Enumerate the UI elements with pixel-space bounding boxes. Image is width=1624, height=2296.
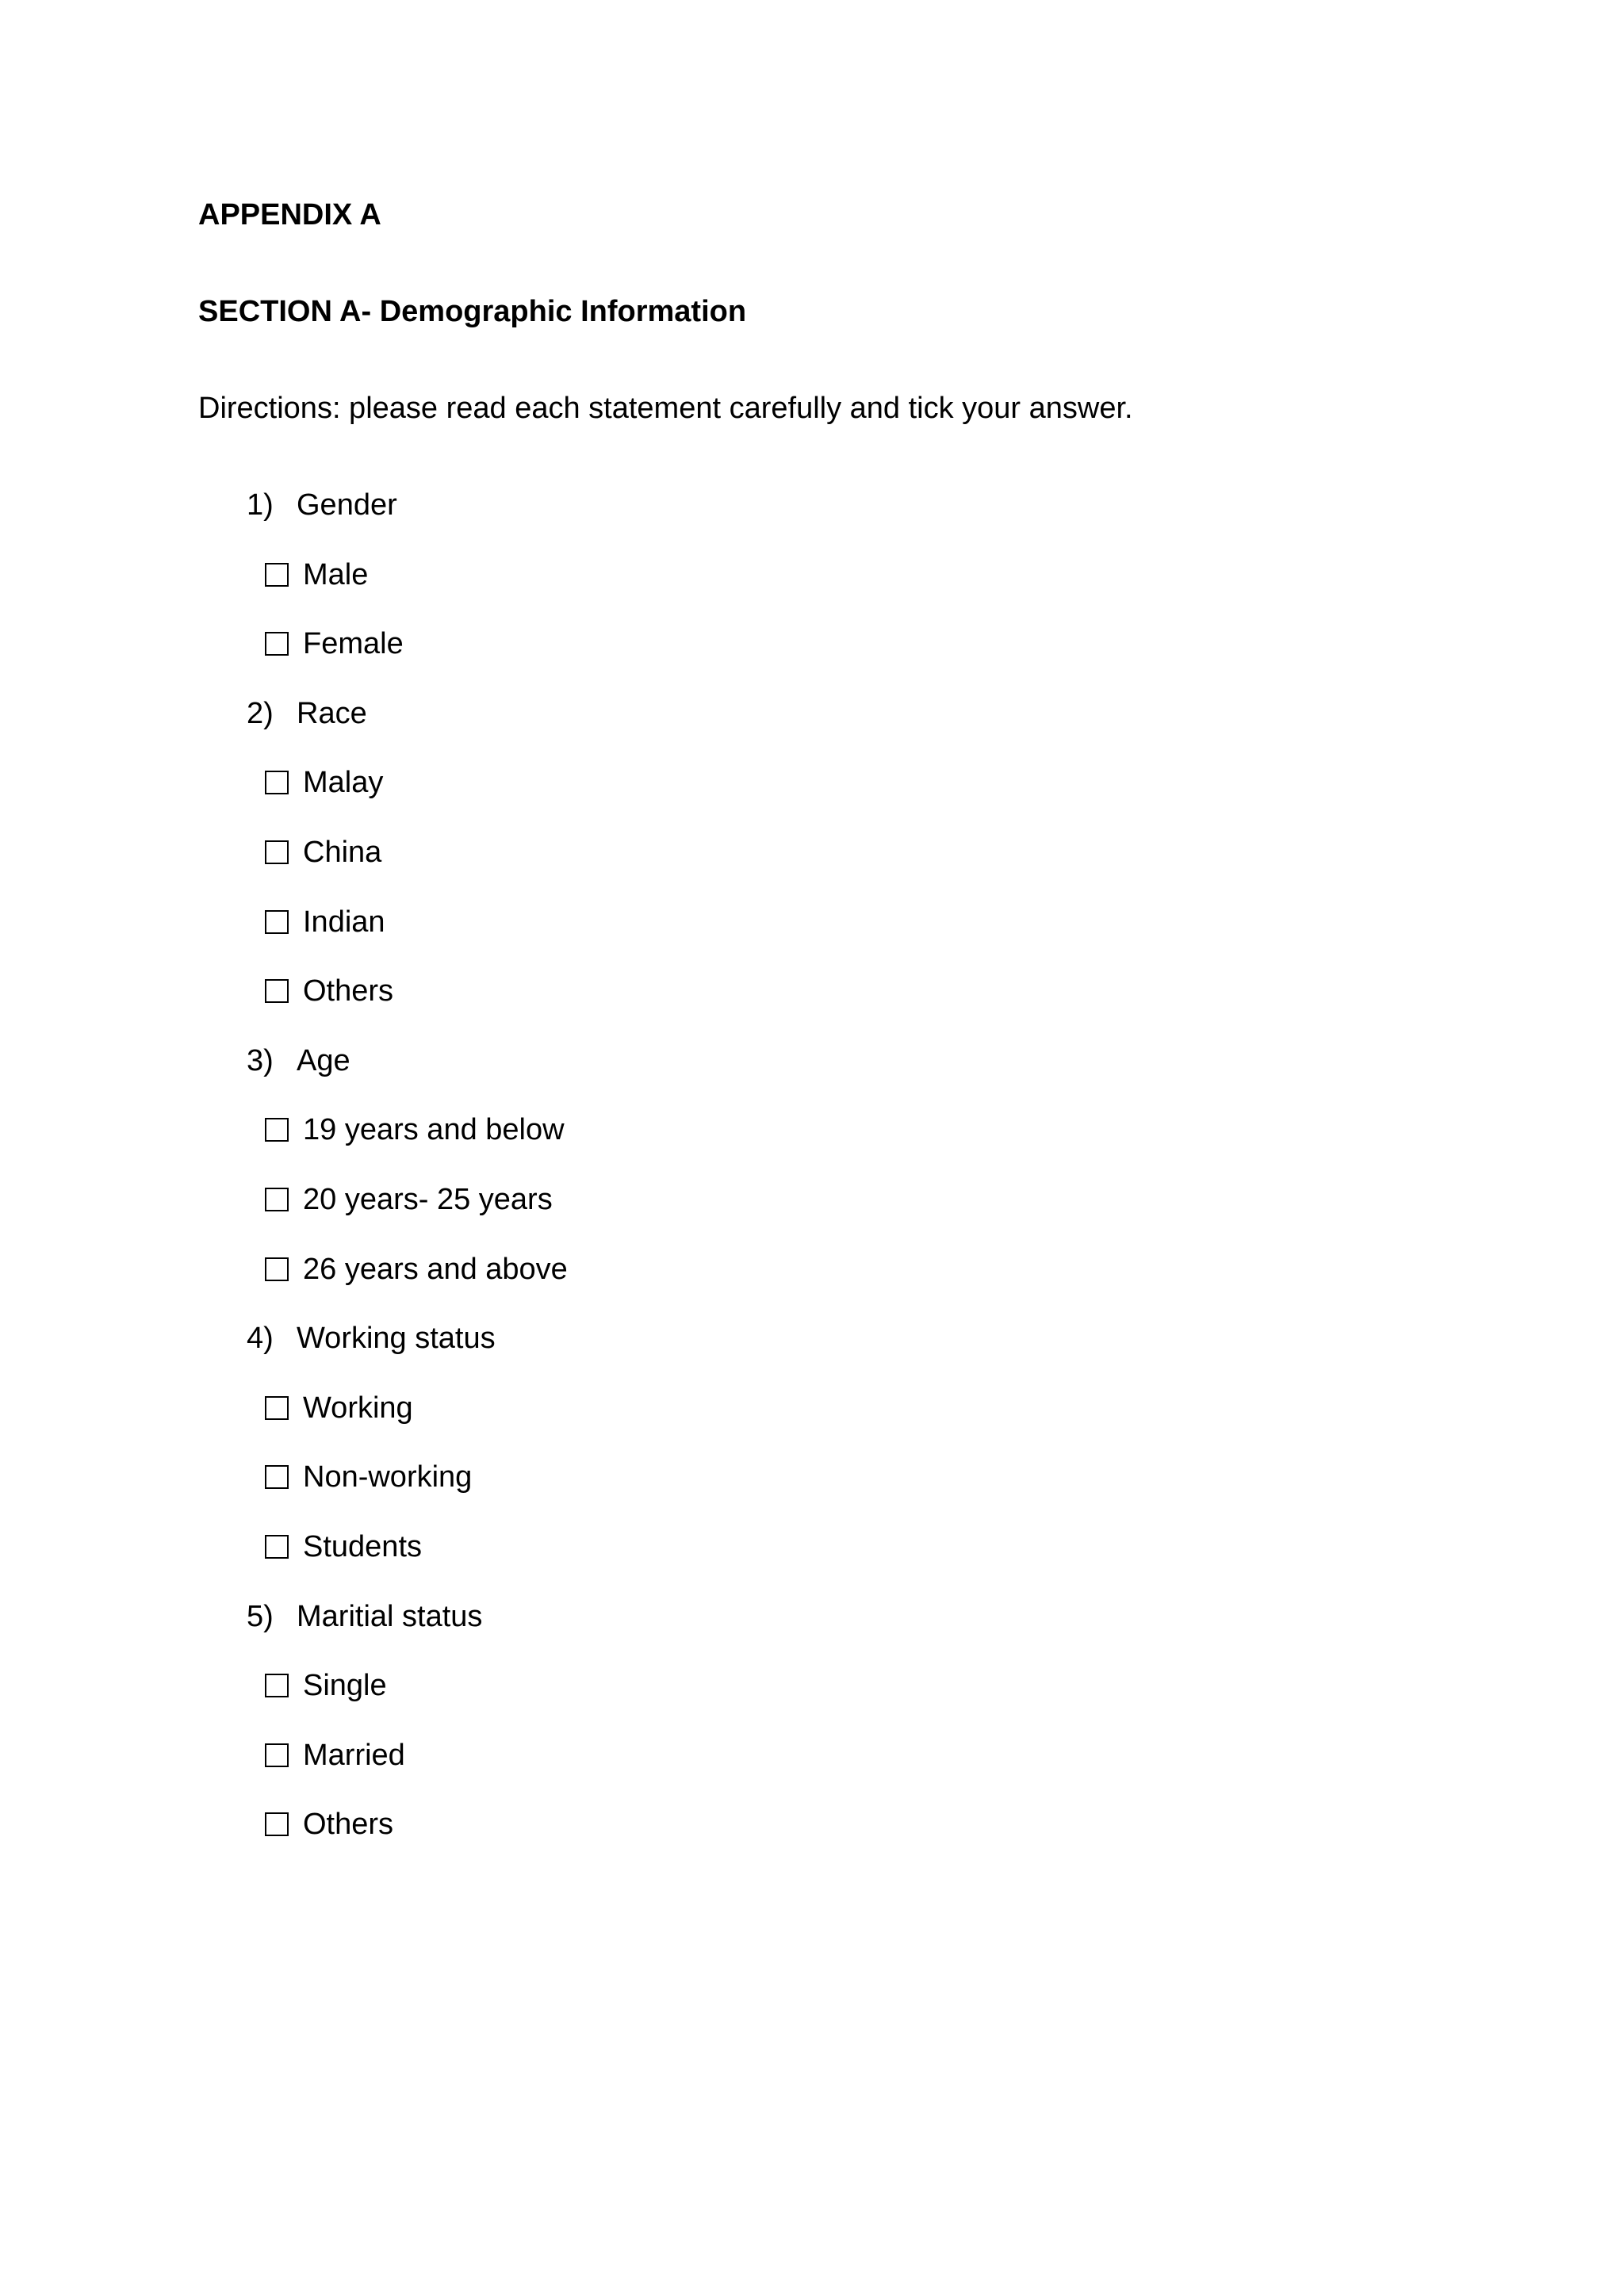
option-label: Malay <box>303 766 384 799</box>
section-title: SECTION A- Demographic Information <box>198 295 747 328</box>
option-3-3[interactable] <box>265 1254 568 1284</box>
checkbox-empty-icon[interactable] <box>265 1118 289 1142</box>
option-label: Single <box>303 1669 387 1702</box>
option-3-1[interactable] <box>265 1115 565 1145</box>
checkbox-empty-icon[interactable] <box>265 1812 289 1836</box>
option-label: Married <box>303 1739 405 1772</box>
option-5-1[interactable] <box>265 1670 387 1701</box>
question-5 <box>247 1601 482 1632</box>
question-number: 1) <box>247 488 274 522</box>
option-5-2[interactable] <box>265 1740 405 1770</box>
checkbox-empty-icon[interactable] <box>265 1396 289 1420</box>
question-label: Working status <box>297 1322 496 1355</box>
checkbox-empty-icon[interactable] <box>265 1743 289 1767</box>
question-1 <box>247 490 397 520</box>
option-1-2[interactable] <box>265 629 404 659</box>
question-label: Age <box>297 1044 350 1077</box>
appendix-title: APPENDIX A <box>198 198 381 232</box>
option-2-4[interactable] <box>265 976 393 1006</box>
option-label: 19 years and below <box>303 1113 565 1146</box>
option-label: 26 years and above <box>303 1253 568 1286</box>
checkbox-empty-icon[interactable] <box>265 1257 289 1281</box>
option-label: Male <box>303 558 369 591</box>
option-4-2[interactable] <box>265 1462 472 1492</box>
checkbox-empty-icon[interactable] <box>265 1535 289 1559</box>
option-4-1[interactable] <box>265 1393 413 1423</box>
option-1-1[interactable] <box>265 560 368 590</box>
option-5-3[interactable] <box>265 1809 393 1839</box>
question-2 <box>247 698 367 729</box>
option-label: Female <box>303 627 404 660</box>
question-number: 5) <box>247 1600 274 1633</box>
checkbox-empty-icon[interactable] <box>265 1674 289 1697</box>
checkbox-empty-icon[interactable] <box>265 563 289 587</box>
question-3 <box>247 1046 350 1076</box>
option-label: Others <box>303 974 394 1008</box>
checkbox-empty-icon[interactable] <box>265 910 289 934</box>
directions-text: Directions: please read each statement carefully and tick your answer. <box>198 392 1133 425</box>
question-number: 4) <box>247 1322 274 1355</box>
option-label: Others <box>303 1808 394 1841</box>
checkbox-empty-icon[interactable] <box>265 1465 289 1489</box>
option-label: Indian <box>303 905 385 939</box>
question-number: 3) <box>247 1044 274 1077</box>
question-label: Race <box>297 697 367 730</box>
question-number: 2) <box>247 697 274 730</box>
option-label: Working <box>303 1391 413 1425</box>
checkbox-empty-icon[interactable] <box>265 632 289 656</box>
question-label: Maritial status <box>297 1600 483 1633</box>
question-label: Gender <box>297 488 397 522</box>
checkbox-empty-icon[interactable] <box>265 771 289 794</box>
option-2-3[interactable] <box>265 907 385 937</box>
option-4-3[interactable] <box>265 1532 422 1562</box>
checkbox-empty-icon[interactable] <box>265 1188 289 1211</box>
option-3-2[interactable] <box>265 1184 553 1215</box>
option-label: China <box>303 836 382 869</box>
option-label: 20 years- 25 years <box>303 1183 553 1216</box>
option-2-2[interactable] <box>265 837 381 867</box>
option-label: Non-working <box>303 1460 473 1494</box>
option-2-1[interactable] <box>265 767 383 798</box>
question-4 <box>247 1323 496 1353</box>
checkbox-empty-icon[interactable] <box>265 840 289 864</box>
option-label: Students <box>303 1530 422 1563</box>
checkbox-empty-icon[interactable] <box>265 979 289 1003</box>
